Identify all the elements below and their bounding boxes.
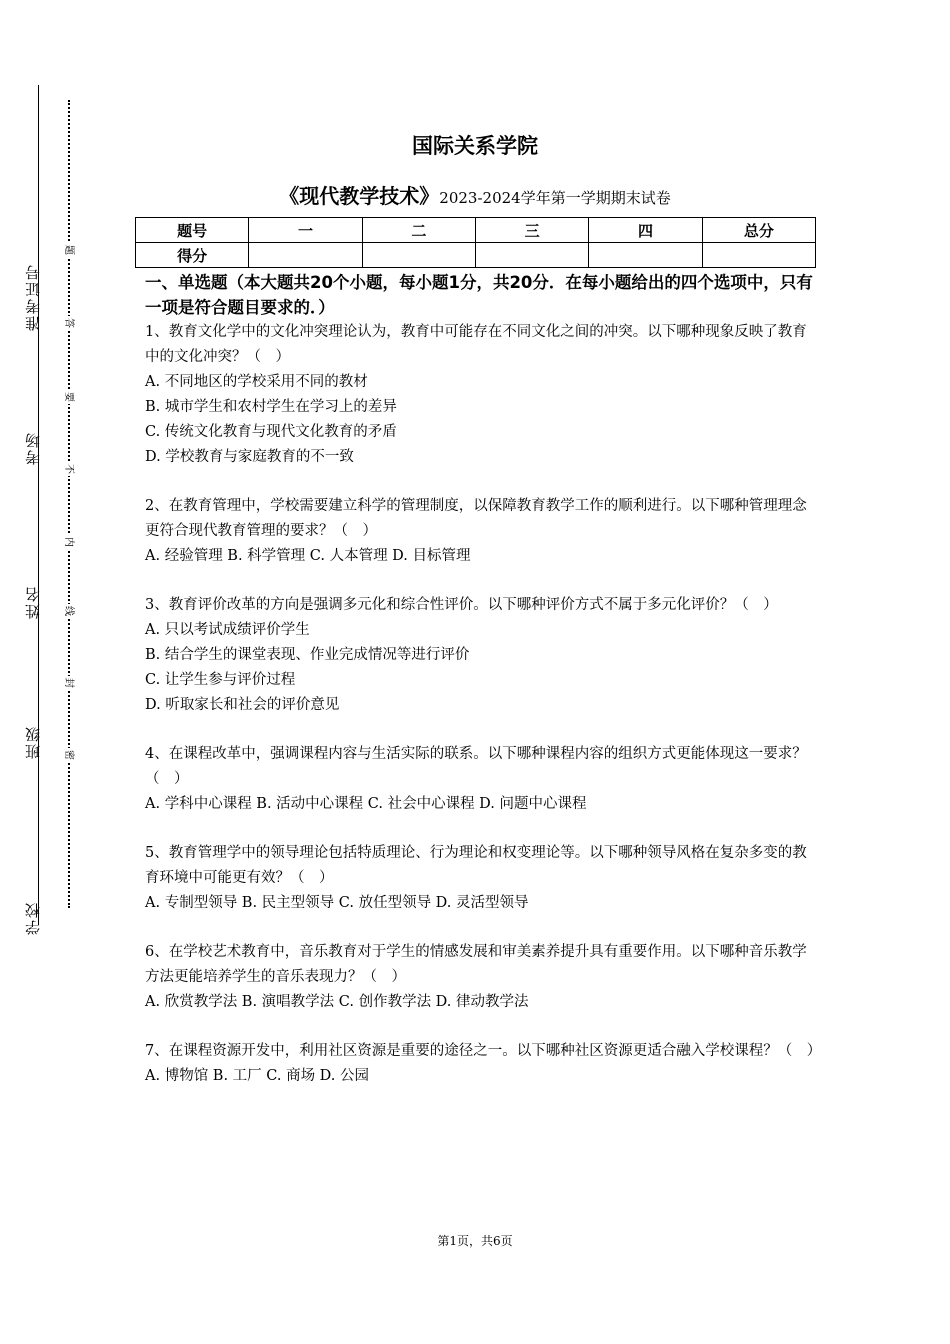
seal-char: 内	[63, 537, 74, 547]
binding-dotted-line	[68, 100, 70, 908]
score-header-cell: 总分	[702, 218, 815, 243]
course-name: 《现代教学技术》	[279, 184, 440, 208]
question-option: C. 传统文化教育与现代文化教育的矛盾	[145, 424, 397, 440]
question-options: A. 经验管理 B. 科学管理 C. 人本管理 D. 目标管理	[145, 548, 471, 564]
score-cell	[249, 243, 362, 268]
question-option: A. 只以考试成绩评价学生	[145, 622, 310, 638]
seal-char: 线	[63, 606, 74, 616]
school-title: 国际关系学院	[412, 134, 538, 158]
question-option: C. 让学生参与评价过程	[145, 672, 296, 688]
question-5	[145, 841, 817, 916]
seal-char: 答	[63, 318, 74, 328]
seal-char: 不	[63, 464, 74, 474]
seal-char: 密	[63, 750, 74, 760]
question-option: A. 不同地区的学校采用不同的教材	[145, 374, 368, 390]
margin-label-exam-number: 准考证号	[24, 263, 42, 331]
score-cell	[362, 243, 475, 268]
question-options: A. 博物馆 B. 工厂 C. 商场 D. 公园	[145, 1068, 370, 1084]
score-row-label: 得分	[136, 243, 249, 268]
question-options: A. 专制型领导 B. 民主型领导 C. 放任型领导 D. 灵活型领导	[145, 895, 529, 911]
score-header-cell: 四	[589, 218, 702, 243]
score-table	[135, 217, 816, 268]
question-option: D. 学校教育与家庭教育的不一致	[145, 449, 354, 465]
score-header-cell: 二	[362, 218, 475, 243]
question-stem: 2、在教育管理中，学校需要建立科学的管理制度，以保障教育教学工作的顺利进行。以下哪种管理理念更符合现代教育管理的要求？（ ）	[145, 498, 807, 539]
question-stem: 1、教育文化学中的文化冲突理论认为，教育中可能存在不同文化之间的冲突。以下哪种现象反映了教育中的文化冲突？（ ）	[145, 324, 807, 365]
seal-char: 要	[63, 392, 74, 402]
seal-char: 封	[63, 678, 74, 688]
score-cell	[589, 243, 702, 268]
margin-label-class: 班级	[24, 725, 42, 759]
question-6	[145, 940, 817, 1015]
question-2	[145, 494, 817, 569]
question-option: D. 听取家长和社会的评价意见	[145, 697, 340, 713]
question-stem: 7、在课程资源开发中，利用社区资源是重要的途径之一。以下哪种社区资源更适合融入学校课程？（ ）	[145, 1043, 822, 1059]
margin-label-exam-room: 考场	[24, 431, 42, 465]
question-4	[145, 742, 817, 817]
margin-label-school: 学校	[24, 901, 42, 935]
seal-char: 题	[63, 245, 74, 255]
section-heading: 一、单选题（本大题共20个小题，每小题1分，共20分．在每小题给出的四个选项中，只有一项是符合题目要求的．）	[145, 273, 813, 317]
question-stem: 5、教育管理学中的领导理论包括特质理论、行为理论和权变理论等。以下哪种领导风格在复杂多变的教育环境中可能更有效？（ ）	[145, 845, 807, 886]
score-cell	[702, 243, 815, 268]
score-table-score-row	[136, 243, 816, 268]
question-3	[145, 593, 817, 718]
question-1	[145, 320, 817, 470]
page-number: 第1页，共6页	[437, 1234, 513, 1248]
score-table-header-row	[136, 218, 816, 243]
question-stem: 6、在学校艺术教育中，音乐教育对于学生的情感发展和审美素养提升具有重要作用。以下哪种音乐教学方法更能培养学生的音乐表现力？（ ）	[145, 944, 807, 985]
score-header-cell: 一	[249, 218, 362, 243]
question-stem: 4、在课程改革中，强调课程内容与生活实际的联系。以下哪种课程内容的组织方式更能体现这一要求？（ ）	[145, 746, 807, 787]
question-list	[145, 320, 822, 1113]
question-7	[145, 1039, 822, 1089]
score-cell	[475, 243, 588, 268]
margin-label-name: 姓名	[24, 585, 42, 619]
question-stem: 3、教育评价改革的方向是强调多元化和综合性评价。以下哪种评价方式不属于多元化评价？（ ）	[145, 597, 778, 613]
exam-title	[0, 180, 950, 209]
exam-term: 2023-2024学年第一学期期末试卷	[439, 189, 671, 207]
question-option: B. 城市学生和农村学生在学习上的差异	[145, 399, 397, 415]
question-options: A. 欣赏教学法 B. 演唱教学法 C. 创作教学法 D. 律动教学法	[145, 994, 529, 1010]
binding-solid-line	[38, 85, 39, 925]
question-option: B. 结合学生的课堂表现、作业完成情况等进行评价	[145, 647, 470, 663]
score-header-cell: 三	[475, 218, 588, 243]
score-header-cell: 题号	[136, 218, 249, 243]
question-options: A. 学科中心课程 B. 活动中心课程 C. 社会中心课程 D. 问题中心课程	[145, 796, 587, 812]
